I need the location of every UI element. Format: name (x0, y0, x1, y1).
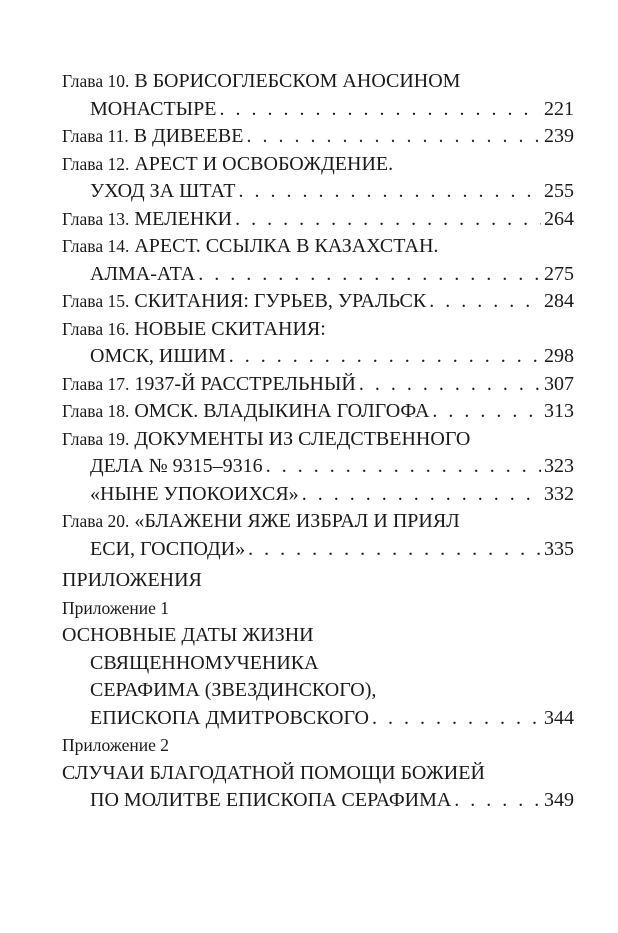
dot-leader (235, 206, 541, 234)
toc-title: «НЫНЕ УПОКОИХСЯ» (90, 482, 299, 505)
toc-entry (62, 316, 574, 371)
toc-title: АЛМА-АТА (90, 262, 196, 285)
page-number: 298 (544, 345, 574, 367)
page-number: 344 (544, 706, 574, 729)
dot-leader (432, 398, 541, 426)
dot-leader (229, 343, 541, 371)
toc-entry (62, 206, 574, 234)
toc-line (62, 233, 574, 261)
toc-line (62, 343, 574, 371)
toc-title: АРЕСТ. ССЫЛКА В КАЗАХСТАН. (134, 235, 439, 257)
dot-leader (248, 536, 541, 564)
chapter-prefix: Глава 19. (62, 428, 130, 449)
toc-line (62, 316, 574, 344)
toc-title: СКИТАНИЯ: ГУРЬЕВ, УРАЛЬСК (134, 290, 427, 312)
toc-entry (62, 398, 574, 426)
toc-title: ОМСК, ИШИМ (90, 345, 226, 367)
page-number: 255 (544, 180, 574, 202)
chapter-prefix: Глава 17. (62, 373, 130, 394)
dot-leader (454, 787, 541, 815)
toc-title: ДОКУМЕНТЫ ИЗ СЛЕДСТВЕННОГО (134, 427, 471, 450)
toc-line (62, 705, 574, 733)
toc-title: УХОД ЗА ШТАТ (90, 180, 236, 202)
dot-leader (246, 123, 541, 151)
toc-title: ОМСК. ВЛАДЫКИНА ГОЛГОФА (134, 400, 430, 422)
dot-leader (198, 261, 541, 289)
toc-title: Приложение 1 (62, 597, 170, 618)
toc-line (62, 595, 574, 623)
toc-line (62, 508, 574, 536)
toc-title: АРЕСТ И ОСВОБОЖДЕНИЕ. (134, 152, 394, 175)
toc-entry (62, 732, 574, 760)
toc-entry (62, 288, 574, 316)
toc-title: СЛУЧАИ БЛАГОДАТНОЙ ПОМОЩИ БОЖИЕЙ (62, 761, 485, 784)
table-of-contents (62, 68, 574, 815)
chapter-prefix: Глава 12. (62, 153, 130, 174)
toc-title: Приложение 2 (62, 735, 170, 755)
toc-line (62, 453, 574, 481)
toc-title: ПРИЛОЖЕНИЯ (62, 569, 202, 591)
toc-line (62, 151, 574, 179)
chapter-prefix: Глава 14. (62, 236, 130, 256)
dot-leader (219, 96, 541, 124)
toc-entry (62, 151, 574, 206)
toc-line (62, 536, 574, 564)
toc-title: 1937-Й РАССТРЕЛЬНЫЙ (134, 372, 356, 395)
toc-title: ЕПИСКОПА ДМИТРОВСКОГО (90, 706, 369, 729)
toc-line (62, 68, 574, 96)
dot-leader (266, 453, 541, 481)
page-number: 221 (544, 97, 574, 120)
toc-entry (62, 508, 574, 563)
toc-title: В ДИВЕЕВЕ (133, 125, 244, 147)
toc-title: НОВЫЕ СКИТАНИЯ: (134, 317, 326, 340)
toc-entry (62, 567, 574, 595)
toc-title: «БЛАЖЕНИ ЯЖЕ ИЗБРАЛ И ПРИЯЛ (134, 510, 460, 532)
toc-line (62, 371, 574, 399)
toc-title: В БОРИСОГЛЕБСКОМ АНОСИНОМ (134, 70, 461, 92)
toc-line (62, 622, 574, 650)
toc-line (62, 206, 574, 234)
toc-line (62, 261, 574, 289)
toc-line (62, 732, 574, 760)
chapter-prefix: Глава 10. (62, 71, 130, 91)
toc-line (62, 426, 574, 454)
toc-line (62, 398, 574, 426)
page-number: 349 (544, 789, 574, 811)
page-number: 335 (544, 537, 574, 560)
toc-entry (62, 426, 574, 481)
toc-line (62, 288, 574, 316)
dot-leader (238, 178, 541, 206)
chapter-prefix: Глава 13. (62, 208, 130, 229)
dot-leader (429, 288, 541, 316)
toc-title: МЕЛЕНКИ (134, 207, 233, 230)
page-number: 239 (544, 125, 574, 147)
toc-entry (62, 233, 574, 288)
toc-line (62, 760, 574, 788)
page-number: 264 (544, 207, 574, 230)
chapter-prefix: Глава 18. (62, 401, 130, 421)
page-number: 307 (544, 372, 574, 395)
page-number: 323 (544, 455, 574, 477)
toc-title: СЕРАФИМА (ЗВЕЗДИНСКОГО), (90, 679, 377, 701)
dot-leader (302, 481, 541, 509)
toc-title: МОНАСТЫРЕ (90, 97, 217, 120)
toc-entry (62, 760, 574, 815)
toc-entry (62, 622, 574, 732)
dot-leader (372, 705, 541, 733)
toc-line (62, 650, 574, 678)
chapter-prefix: Глава 16. (62, 318, 130, 339)
toc-title: ПО МОЛИТВЕ ЕПИСКОПА СЕРАФИМА (90, 789, 452, 811)
page-number: 332 (544, 482, 574, 505)
page-number: 313 (544, 400, 574, 422)
toc-title: ДЕЛА № 9315–9316 (90, 455, 263, 477)
toc-line (62, 677, 574, 705)
page-number: 275 (544, 262, 574, 285)
toc-line (62, 123, 574, 151)
toc-entry (62, 481, 574, 509)
toc-line (62, 178, 574, 206)
toc-entry (62, 371, 574, 399)
chapter-prefix: Глава 20. (62, 511, 130, 531)
dot-leader (359, 371, 541, 399)
toc-line (62, 96, 574, 124)
chapter-prefix: Глава 11. (62, 126, 129, 146)
toc-line (62, 787, 574, 815)
page-number: 284 (544, 290, 574, 312)
toc-title: ЕСИ, ГОСПОДИ» (90, 537, 246, 560)
toc-entry (62, 68, 574, 123)
toc-title: СВЯЩЕННОМУЧЕНИКА (90, 651, 319, 674)
toc-entry (62, 595, 574, 623)
toc-line (62, 567, 574, 595)
toc-line (62, 481, 574, 509)
chapter-prefix: Глава 15. (62, 291, 130, 311)
toc-title: ОСНОВНЫЕ ДАТЫ ЖИЗНИ (62, 624, 314, 646)
toc-entry (62, 123, 574, 151)
